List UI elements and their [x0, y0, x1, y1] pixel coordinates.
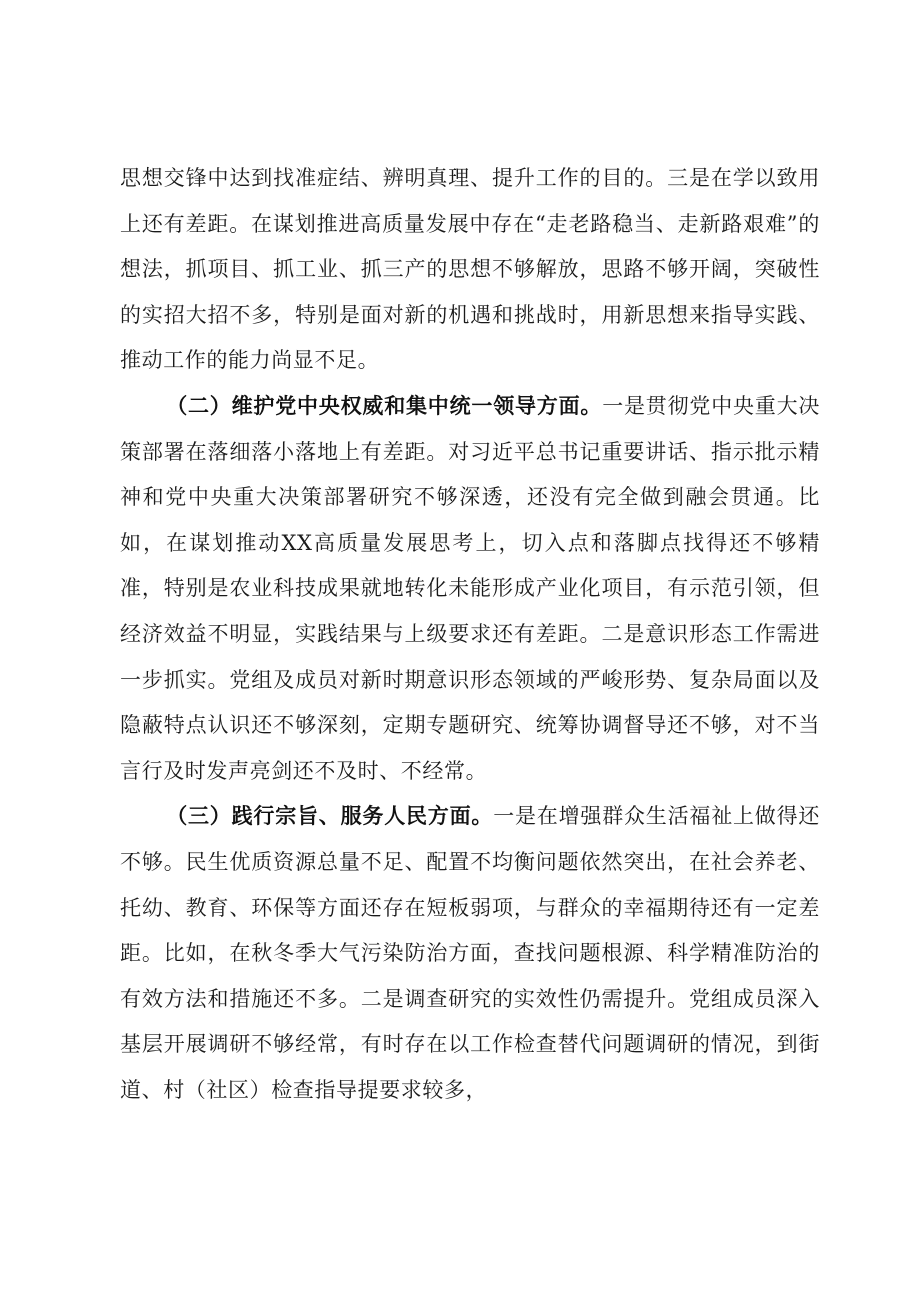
paragraph-section-2 [120, 384, 820, 794]
document-body [120, 156, 820, 1113]
paragraph-text: 一是贯彻党中央重大决策部署在落细落小落地上有差距。对习近平总书记重要讲话、指示批示精神和党中央重大决策部署研究不够深透，还没有完全做到融会贯通。比如，在谋划推动XX高质量发展思考上，切入点和落脚点找得还不够精准，特别是农业科技成果就地转化未能形成产业化项目，有示范引领，但经济效益不明显，实践结果与上级要求还有差距。二是意识形态工作需进一步抓实。党组及成员对新时期意识形态领域的严峻形势、复杂局面以及隐蔽特点认识还不够深刻，定期专题研究、统筹协调督导还不够，对不当言行及时发声亮剑还不及时、不经常。 [120, 393, 821, 783]
section-heading: （三）践行宗旨、服务人民方面。 [166, 804, 494, 829]
paragraph-text: 思想交锋中达到找准症结、辨明真理、提升工作的目的。三是在学以致用上还有差距。在谋划推进高质量发展中存在“走老路稳当、走新路艰难”的想法，抓项目、抓工业、抓三产的思想不够解放，思路不够开阔，突破性的实招大招不多，特别是面对新的机遇和挑战时，用新思想来指导实践、推动工作的能力尚显不足。 [120, 166, 820, 373]
paragraph-continuation [120, 156, 820, 384]
paragraph-section-3 [120, 794, 820, 1113]
paragraph-text: 一是在增强群众生活福祉上做得还不够。民生优质资源总量不足、配置不均衡问题依然突出，在社会养老、托幼、教育、环保等方面还存在短板弱项，与群众的幸福期待还有一定差距。比如，在秋冬季大气污染防治方面，查找问题根源、科学精准防治的有效方法和措施还不多。二是调查研究的实效性仍需提升。党组成员深入基层开展调研不够经常，有时存在以工作检查替代问题调研的情况，到街道、村（社区）检查指导提要求较多， [120, 804, 821, 1102]
section-heading: （二）维护党中央权威和集中统一领导方面。 [166, 393, 603, 418]
